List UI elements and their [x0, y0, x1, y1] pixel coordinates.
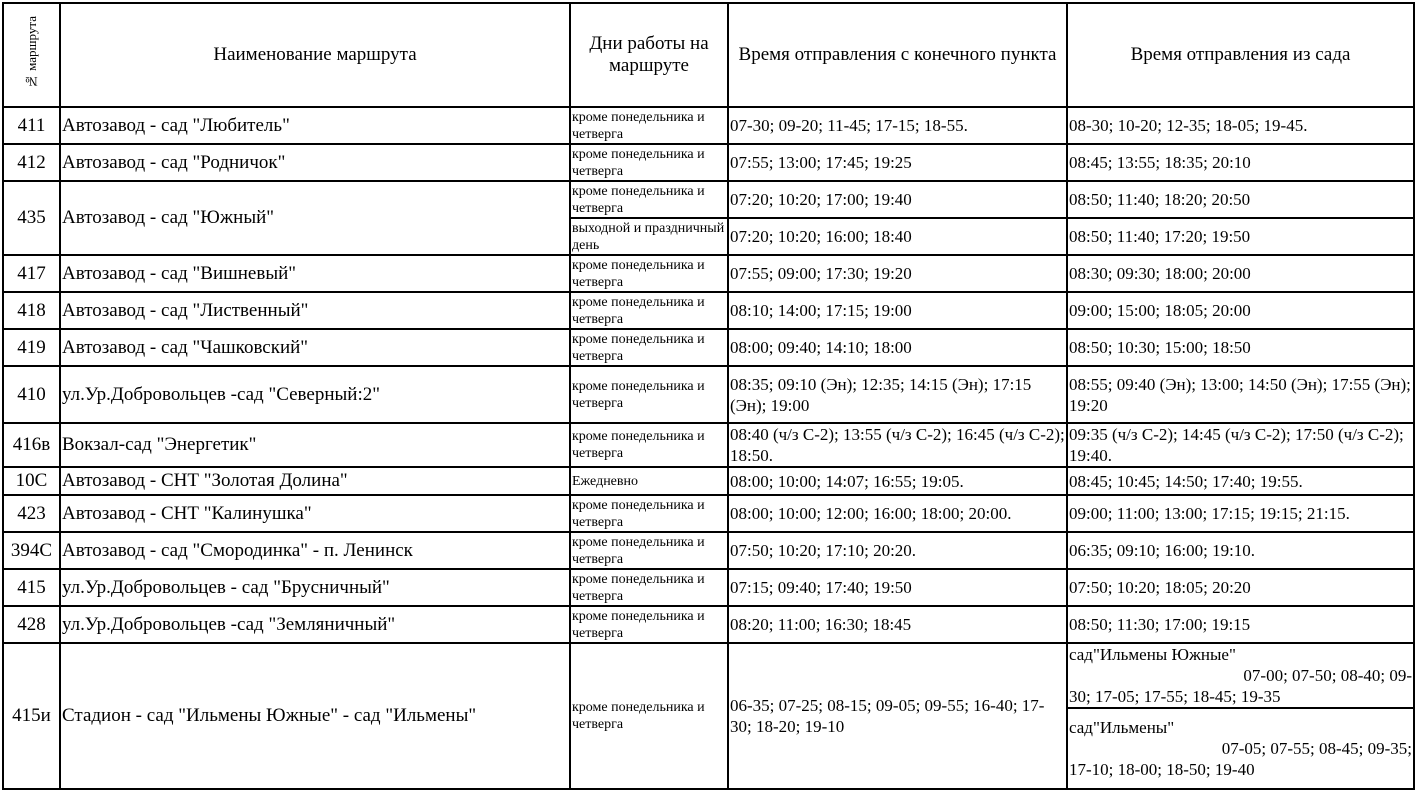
route-name: Автозавод - сад "Южный"	[60, 181, 570, 255]
table-row	[3, 467, 1414, 495]
table-row	[3, 144, 1414, 181]
work-days: Ежедневно	[570, 467, 728, 495]
route-number: 423	[3, 495, 60, 532]
header-row	[3, 3, 1414, 107]
garden-times-line: 07-00; 07-50; 08-40; 09-	[1243, 666, 1412, 685]
table-row	[3, 366, 1414, 423]
route-name: ул.Ур.Добровольцев -сад "Северный:2"	[60, 366, 570, 423]
route-name: Автозавод - СНТ "Калинушка"	[60, 495, 570, 532]
garden-times: 06:35; 09:10; 16:00; 19:10.	[1067, 532, 1414, 569]
table-row	[3, 532, 1414, 569]
garden-times-line: 30; 17-05; 17-55; 18-45; 19-35	[1069, 687, 1281, 706]
garden-times-line: 07-05; 07-55; 08-45; 09-35;	[1221, 739, 1412, 758]
route-number: 394С	[3, 532, 60, 569]
garden-times: 08:30; 09:30; 18:00; 20:00	[1067, 255, 1414, 292]
garden-label: сад"Ильмены Южные"	[1069, 645, 1236, 664]
route-name: Автозавод - сад "Чашковский"	[60, 329, 570, 366]
terminal-times: 08:00; 10:00; 12:00; 16:00; 18:00; 20:00.	[728, 495, 1067, 532]
garden-times: 08-30; 10-20; 12-35; 18-05; 19-45.	[1067, 107, 1414, 144]
route-schedule-table	[2, 2, 1415, 790]
terminal-times: 08:10; 14:00; 17:15; 19:00	[728, 292, 1067, 329]
work-days: кроме понедельника и четверга	[570, 606, 728, 643]
terminal-times: 07:20; 10:20; 16:00; 18:40	[728, 218, 1067, 255]
terminal-times: 08:00; 09:40; 14:10; 18:00	[728, 329, 1067, 366]
table-row	[3, 606, 1414, 643]
work-days: кроме понедельника и четверга	[570, 643, 728, 789]
route-number: 412	[3, 144, 60, 181]
route-number: 417	[3, 255, 60, 292]
garden-times: 08:50; 11:40; 18:20; 20:50	[1067, 181, 1414, 218]
table-row	[3, 292, 1414, 329]
garden-times: 08:50; 11:30; 17:00; 19:15	[1067, 606, 1414, 643]
table-row	[3, 329, 1414, 366]
table-row	[3, 643, 1414, 708]
terminal-times: 06-35; 07-25; 08-15; 09-05; 09-55; 16-40; 17-30; 18-20; 19-10	[728, 643, 1067, 789]
route-name: Стадион - сад "Ильмены Южные" - сад "Ильмены"	[60, 643, 570, 789]
garden-label: сад"Ильмены"	[1069, 718, 1175, 737]
terminal-times: 07:15; 09:40; 17:40; 19:50	[728, 569, 1067, 606]
route-name: Вокзал-сад "Энергетик"	[60, 423, 570, 467]
route-number: 416в	[3, 423, 60, 467]
header-route-name: Наименование маршрута	[60, 3, 570, 107]
work-days: выходной и праздничный день	[570, 218, 728, 255]
route-name: Автозавод - сад "Вишневый"	[60, 255, 570, 292]
route-number: 10С	[3, 467, 60, 495]
route-number: 411	[3, 107, 60, 144]
terminal-times: 08:20; 11:00; 16:30; 18:45	[728, 606, 1067, 643]
terminal-times: 08:40 (ч/з С-2); 13:55 (ч/з С-2); 16:45 (ч/з С-2); 18:50.	[728, 423, 1067, 467]
header-terminal-departure: Время отправления с конечного пункта	[728, 3, 1067, 107]
route-name: ул.Ур.Добровольцев - сад "Брусничный"	[60, 569, 570, 606]
header-route-number: № маршрута	[3, 3, 60, 107]
route-number: 415	[3, 569, 60, 606]
work-days: кроме понедельника и четверга	[570, 255, 728, 292]
work-days: кроме понедельника и четверга	[570, 366, 728, 423]
garden-times-line: 17-10; 18-00; 18-50; 19-40	[1069, 760, 1255, 779]
terminal-times: 07:50; 10:20; 17:10; 20:20.	[728, 532, 1067, 569]
work-days: кроме понедельника и четверга	[570, 532, 728, 569]
garden-times: 09:00; 15:00; 18:05; 20:00	[1067, 292, 1414, 329]
garden-times: 07:50; 10:20; 18:05; 20:20	[1067, 569, 1414, 606]
garden-times-ilmeny	[1067, 708, 1414, 789]
terminal-times: 07-30; 09-20; 11-45; 17-15; 18-55.	[728, 107, 1067, 144]
terminal-times: 08:00; 10:00; 14:07; 16:55; 19:05.	[728, 467, 1067, 495]
route-number: 419	[3, 329, 60, 366]
garden-times: 09:35 (ч/з С-2); 14:45 (ч/з С-2); 17:50 (ч/з С-2); 19:40.	[1067, 423, 1414, 467]
route-number: 410	[3, 366, 60, 423]
table-row	[3, 495, 1414, 532]
table-row	[3, 423, 1414, 467]
garden-times: 09:00; 11:00; 13:00; 17:15; 19:15; 21:15.	[1067, 495, 1414, 532]
terminal-times: 07:20; 10:20; 17:00; 19:40	[728, 181, 1067, 218]
route-number: 415и	[3, 643, 60, 789]
garden-times: 08:55; 09:40 (Эн); 13:00; 14:50 (Эн); 17:55 (Эн); 19:20	[1067, 366, 1414, 423]
table-row	[3, 181, 1414, 218]
work-days: кроме понедельника и четверга	[570, 144, 728, 181]
table-row	[3, 107, 1414, 144]
work-days: кроме понедельника и четверга	[570, 107, 728, 144]
route-name: Автозавод - СНТ "Золотая Долина"	[60, 467, 570, 495]
route-name: Автозавод - сад "Лиственный"	[60, 292, 570, 329]
table-row	[3, 255, 1414, 292]
route-name: Автозавод - сад "Смородинка" - п. Ленинск	[60, 532, 570, 569]
garden-times: 08:50; 10:30; 15:00; 18:50	[1067, 329, 1414, 366]
terminal-times: 07:55; 13:00; 17:45; 19:25	[728, 144, 1067, 181]
route-number: 435	[3, 181, 60, 255]
work-days: кроме понедельника и четверга	[570, 495, 728, 532]
route-name: ул.Ур.Добровольцев -сад "Земляничный"	[60, 606, 570, 643]
table-row	[3, 569, 1414, 606]
work-days: кроме понедельника и четверга	[570, 292, 728, 329]
terminal-times: 07:55; 09:00; 17:30; 19:20	[728, 255, 1067, 292]
garden-times-ilmeny-yuzhnye	[1067, 643, 1414, 708]
terminal-times: 08:35; 09:10 (Эн); 12:35; 14:15 (Эн); 17:15 (Эн); 19:00	[728, 366, 1067, 423]
work-days: кроме понедельника и четверга	[570, 181, 728, 218]
garden-times: 08:50; 11:40; 17:20; 19:50	[1067, 218, 1414, 255]
route-name: Автозавод - сад "Родничок"	[60, 144, 570, 181]
work-days: кроме понедельника и четверга	[570, 423, 728, 467]
garden-times: 08:45; 13:55; 18:35; 20:10	[1067, 144, 1414, 181]
route-number: 428	[3, 606, 60, 643]
garden-times: 08:45; 10:45; 14:50; 17:40; 19:55.	[1067, 467, 1414, 495]
header-work-days: Дни работы на маршруте	[570, 3, 728, 107]
route-number: 418	[3, 292, 60, 329]
header-garden-departure: Время отправления из сада	[1067, 3, 1414, 107]
route-name: Автозавод - сад "Любитель"	[60, 107, 570, 144]
work-days: кроме понедельника и четверга	[570, 569, 728, 606]
work-days: кроме понедельника и четверга	[570, 329, 728, 366]
